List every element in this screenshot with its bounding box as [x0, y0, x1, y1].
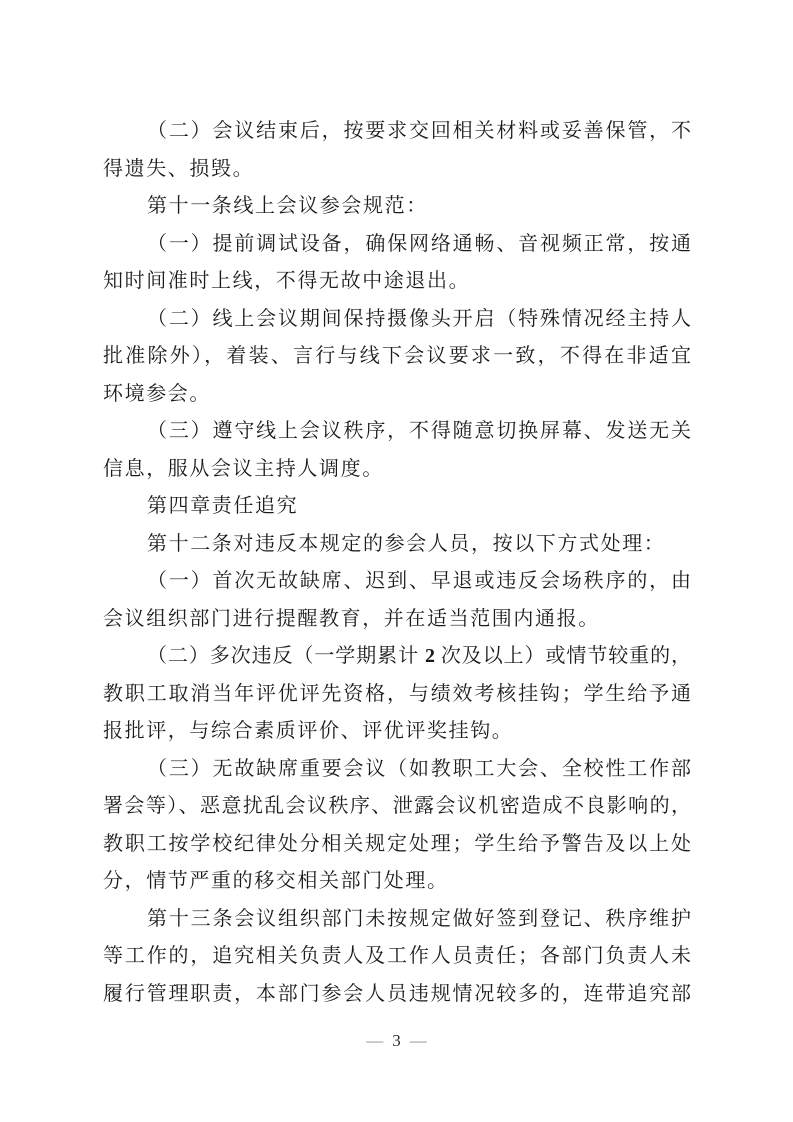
text-segment: 署会等）、恶意扰乱会议秩序、泄露会议机密造成不良影响的， [103, 795, 691, 817]
text-segment: 第十二条对违反本规定的参会人员，按以下方式处理： [147, 532, 666, 555]
document-line [103, 263, 691, 301]
document-line [103, 901, 691, 939]
text-segment: 会议组织部门进行提醒教育，并在适当范围内通报。 [103, 607, 600, 630]
document-line [103, 713, 691, 751]
text-segment: 第十一条线上会议参会规范： [147, 195, 428, 217]
text-segment: 第十三条会议组织部门未按规定做好签到登记、秩序维护 [147, 907, 691, 930]
text-segment: 报批评，与综合素质评价、评优评奖挂钩。 [103, 720, 514, 742]
text-segment: （一）首次无故缺席、迟到、早退或违反会场秩序的，由 [147, 570, 691, 592]
text-segment: （一）提前调试设备，确保网络通畅、音视频正常，按通 [147, 232, 691, 255]
document-line [103, 563, 691, 601]
text-segment: 履行管理职责，本部门参会人员违规情况较多的，连带追究部 [103, 982, 691, 1005]
paragraph [103, 751, 691, 901]
page-footer [0, 1029, 793, 1053]
text-segment: （二）会议结束后，按要求交回相关材料或妥善保管，不 [147, 120, 691, 142]
text-segment: （三）无故缺席重要会议（如教职工大会、全校性工作部 [147, 757, 691, 780]
footer-right-dash: — [409, 1031, 427, 1050]
paragraph [103, 526, 691, 564]
document-line [103, 451, 691, 489]
document-line [103, 976, 691, 1014]
text-segment: 批准除外），着装、言行与线下会议要求一致，不得在非适宜 [103, 345, 691, 367]
document-line [103, 601, 691, 639]
document-line [103, 188, 691, 226]
text-segment: 第四章责任追究 [147, 495, 299, 517]
text-segment: 教职工取消当年评优评先资格，与绩效考核挂钩；学生给予通 [103, 682, 691, 705]
text-segment: 分，情节严重的移交相关部门处理。 [103, 870, 449, 892]
document-line [103, 751, 691, 789]
text-segment: 信息，服从会议主持人调度。 [103, 457, 384, 480]
document-line [103, 526, 691, 564]
document-line [103, 826, 691, 864]
document-line [103, 638, 691, 676]
paragraph [103, 488, 691, 526]
footer-left-dash: — [366, 1031, 384, 1050]
footer-page-number: 3 [392, 1031, 401, 1050]
text-segment: （二）多次违反（一学期累计 [147, 645, 425, 667]
text-segment: 等工作的，追究相关负责人及工作人员责任；各部门负责人未 [103, 945, 691, 967]
text-segment: 环境参会。 [103, 382, 211, 405]
document-line [103, 338, 691, 376]
document-line [103, 151, 691, 189]
document-line [103, 226, 691, 264]
text-segment: 次及以上）或情节较重的， [434, 645, 691, 667]
text-segment: 知时间准时上线，不得无故中途退出。 [103, 270, 471, 292]
document-line [103, 488, 691, 526]
text-segment: （二）线上会议期间保持摄像头开启（特殊情况经主持人 [147, 307, 691, 330]
document-line [103, 413, 691, 451]
document-line [103, 938, 691, 976]
paragraph [103, 901, 691, 1014]
document-line [103, 376, 691, 414]
paragraph [103, 226, 691, 301]
text-segment: （三）遵守线上会议秩序，不得随意切换屏幕、发送无关 [147, 420, 691, 442]
paragraph [103, 563, 691, 638]
bold-number: 2 [424, 645, 435, 667]
text-segment: 教职工按学校纪律处分相关规定处理；学生给予警告及以上处 [103, 832, 691, 855]
text-segment: 得遗失、损毁。 [103, 157, 255, 180]
paragraph [103, 188, 691, 226]
document-line [103, 788, 691, 826]
paragraph [103, 413, 691, 488]
document-line [103, 863, 691, 901]
document-body [103, 113, 691, 1013]
paragraph [103, 113, 691, 188]
document-line [103, 113, 691, 151]
document-line [103, 301, 691, 339]
document-line [103, 676, 691, 714]
paragraph [103, 301, 691, 414]
paragraph [103, 638, 691, 751]
